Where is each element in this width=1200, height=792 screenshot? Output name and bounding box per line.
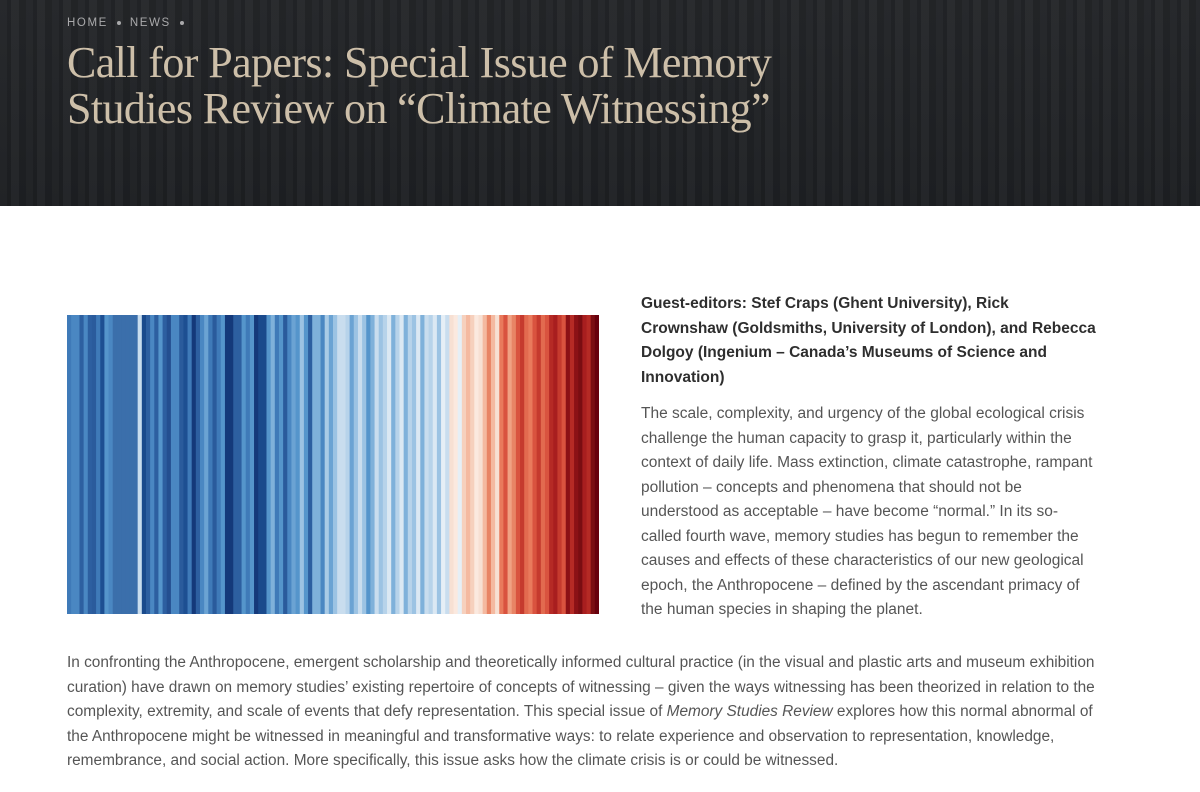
warming-stripe <box>391 315 396 614</box>
warming-stripe <box>474 315 479 614</box>
warming-stripe <box>129 315 134 614</box>
warming-stripe <box>308 315 313 614</box>
warming-stripe <box>267 315 272 614</box>
warming-stripe <box>462 315 467 614</box>
warming-stripe <box>370 315 375 614</box>
warming-stripe <box>262 315 267 614</box>
warming-stripe <box>545 315 550 614</box>
warming-stripe <box>379 315 384 614</box>
warming-stripe <box>75 315 80 614</box>
warming-stripe <box>300 315 305 614</box>
warming-stripe <box>362 315 367 614</box>
warming-stripe <box>283 315 288 614</box>
journal-name: Memory Studies Review <box>666 703 833 720</box>
warming-stripe <box>445 315 450 614</box>
warming-stripe <box>333 315 338 614</box>
warming-stripe <box>358 315 363 614</box>
warming-stripe <box>225 315 230 614</box>
warming-stripe <box>204 315 209 614</box>
warming-stripe <box>533 315 538 614</box>
warming-stripe <box>163 315 168 614</box>
warming-stripe <box>100 315 105 614</box>
warming-stripe <box>117 315 122 614</box>
warming-stripe <box>96 315 101 614</box>
warming-stripe <box>424 315 429 614</box>
warming-stripe <box>84 315 89 614</box>
warming-stripe <box>587 315 592 614</box>
warming-stripe <box>158 315 163 614</box>
warming-stripe <box>541 315 546 614</box>
breadcrumb <box>67 17 193 29</box>
warming-stripe <box>524 315 529 614</box>
warming-stripe <box>470 315 475 614</box>
warming-stripe <box>142 315 147 614</box>
warming-stripe <box>109 315 114 614</box>
warming-stripe <box>408 315 413 614</box>
warming-stripe <box>503 315 508 614</box>
warming-stripe <box>67 315 72 614</box>
breadcrumb-home-link[interactable]: HOME <box>67 17 108 29</box>
warming-stripe <box>250 315 255 614</box>
warming-stripe <box>350 315 355 614</box>
warming-stripe <box>578 315 583 614</box>
warming-stripe <box>154 315 159 614</box>
warming-stripe <box>92 315 97 614</box>
warming-stripes-image <box>67 315 599 614</box>
warming-stripe <box>354 315 359 614</box>
warming-stripe <box>387 315 392 614</box>
warming-stripe <box>171 315 176 614</box>
warming-stripe <box>175 315 180 614</box>
warming-stripe <box>591 315 596 614</box>
warming-stripe <box>312 315 317 614</box>
warming-stripe <box>150 315 155 614</box>
warming-stripe <box>458 315 463 614</box>
warming-stripe <box>383 315 388 614</box>
warming-stripe <box>454 315 459 614</box>
warming-stripe <box>321 315 326 614</box>
warming-stripe <box>574 315 579 614</box>
body-paragraph <box>67 651 1117 774</box>
warming-stripe <box>520 315 525 614</box>
warming-stripe <box>495 315 500 614</box>
warming-stripe <box>366 315 371 614</box>
warming-stripe <box>196 315 201 614</box>
warming-stripe <box>212 315 217 614</box>
warming-stripe <box>79 315 84 614</box>
warming-stripe <box>562 315 567 614</box>
warming-stripe <box>345 315 350 614</box>
warming-stripe <box>229 315 234 614</box>
warming-stripe <box>183 315 188 614</box>
warming-stripe <box>179 315 184 614</box>
body-text-part-2: explores how this normal abnormal of the Anthropocene might be witnessed in meaningful and transformative ways: to relate experience and observation to representation, knowledge, remembrance, and social action. More specifically, this issue asks how the climate crisis is or could be witnessed. <box>67 703 1093 769</box>
intro-paragraph: The scale, complexity, and urgency of the global ecological crisis challenge the human capacity to grasp it, particularly within the context of daily life. Mass extinction, climate catastrophe, rampant pollution – concepts and phenomena that should not be understood as acceptable – have become “normal.” In its so-called fourth wave, memory studies has begun to remember the causes and effects of these characteristics of our new geological epoch, the Anthropocene – defined by the ascendant primacy of the human species in shaping the planet. <box>641 405 1093 618</box>
warming-stripe <box>138 315 143 614</box>
warming-stripe <box>246 315 251 614</box>
warming-stripe <box>88 315 93 614</box>
warming-stripe <box>441 315 446 614</box>
warming-stripe <box>296 315 301 614</box>
body-text-part-1: In confronting the Anthropocene, emergent scholarship and theoretically informed cultural practice (in the visual and plastic arts and museum exhibition curation) have drawn on memory studies’ existing repertoire of concepts of witnessing – given the ways witnessing has been theorized in relation to the complexity, extremity, and scale of events that defy representation. This special issue of <box>67 654 1095 720</box>
warming-stripe <box>221 315 226 614</box>
article-intro <box>641 292 1096 623</box>
warming-stripe <box>271 315 276 614</box>
warming-stripe <box>275 315 280 614</box>
warming-stripe <box>329 315 334 614</box>
warming-stripe <box>549 315 554 614</box>
warming-stripe <box>404 315 409 614</box>
warming-stripe <box>400 315 405 614</box>
warming-stripe <box>279 315 284 614</box>
warming-stripe <box>200 315 205 614</box>
warming-stripe <box>242 315 247 614</box>
warming-stripe <box>528 315 533 614</box>
warming-stripe <box>291 315 296 614</box>
warming-stripe <box>478 315 483 614</box>
warming-stripe <box>237 315 242 614</box>
warming-stripe <box>570 315 575 614</box>
page-header <box>0 0 1200 206</box>
warming-stripe <box>233 315 238 614</box>
warming-stripe <box>582 315 587 614</box>
warming-stripe <box>167 315 172 614</box>
warming-stripe <box>325 315 330 614</box>
warming-stripe <box>258 315 263 614</box>
warming-stripe <box>499 315 504 614</box>
page-title: Call for Papers: Special Issue of Memory Studies Review on “Climate Witnessing” <box>67 38 772 133</box>
warming-stripe <box>537 315 542 614</box>
warming-stripe <box>491 315 496 614</box>
guest-editors-text: Guest-editors: Stef Craps (Ghent University), Rick Crownshaw (Goldsmiths, University of London), and Rebecca Dolgoy (Ingenium – Canada’s Museums of Science and Innovation) <box>641 295 1096 386</box>
breadcrumb-news-link[interactable]: NEWS <box>129 17 171 29</box>
warming-stripe <box>566 315 571 614</box>
warming-stripe <box>375 315 380 614</box>
warming-stripe <box>595 315 599 614</box>
warming-stripe <box>125 315 130 614</box>
warming-stripe <box>449 315 454 614</box>
warming-stripe <box>466 315 471 614</box>
warming-stripe <box>104 315 109 614</box>
warming-stripe <box>487 315 492 614</box>
warming-stripe <box>71 315 76 614</box>
warming-stripe <box>254 315 259 614</box>
warming-stripe <box>316 315 321 614</box>
warming-stripe <box>304 315 309 614</box>
warming-stripe <box>429 315 434 614</box>
warming-stripe <box>146 315 151 614</box>
warming-stripe <box>433 315 438 614</box>
warming-stripe <box>553 315 558 614</box>
warming-stripe <box>483 315 488 614</box>
warming-stripe <box>557 315 562 614</box>
warming-stripe <box>516 315 521 614</box>
warming-stripe <box>512 315 517 614</box>
warming-stripe <box>134 315 139 614</box>
warming-stripe <box>341 315 346 614</box>
warming-stripe <box>437 315 442 614</box>
warming-stripe <box>508 315 513 614</box>
warming-stripe <box>412 315 417 614</box>
warming-stripe <box>287 315 292 614</box>
warming-stripe <box>217 315 222 614</box>
warming-stripe <box>416 315 421 614</box>
warming-stripe <box>113 315 118 614</box>
warming-stripe <box>337 315 342 614</box>
warming-stripe <box>208 315 213 614</box>
warming-stripe <box>188 315 193 614</box>
warming-stripe <box>420 315 425 614</box>
warming-stripe <box>121 315 126 614</box>
warming-stripe <box>192 315 197 614</box>
breadcrumb-separator-icon <box>180 21 184 25</box>
breadcrumb-separator-icon <box>117 21 121 25</box>
warming-stripe <box>395 315 400 614</box>
